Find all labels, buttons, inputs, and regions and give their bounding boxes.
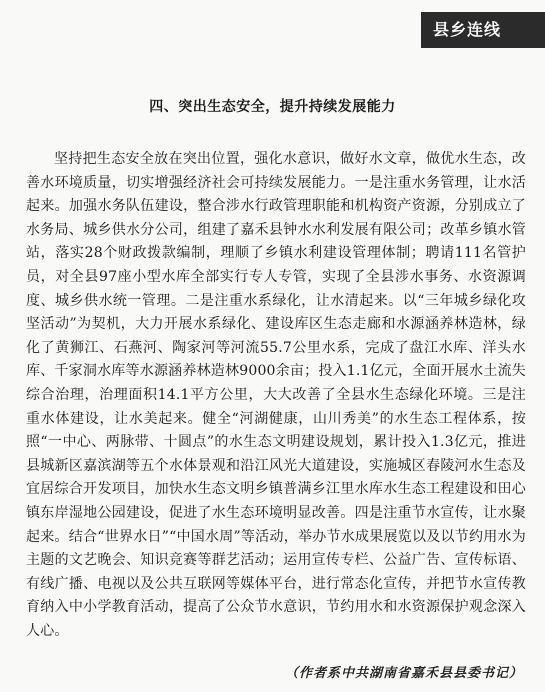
author-note: （作者系中共湖南省嘉禾县县委书记） [284,666,523,681]
article-body: 坚持把生态安全放在突出位置，强化水意识，做好水文章，做优水生态，改善水环境质量，切实增强经济社会可持续发展能力。一是注重水务管理，让水活起来。加强水务队伍建设，整合涉水行政管理职能和机构资产资源，分别成立了水务局、城乡供水分公司，组建了嘉禾县钟水水利发展有限公司；改革乡镇水管站，落实28个财政拨款编制，理顺了乡镇水利建设管理体制；聘请111名管护员，对全县97座小型水库全部实行专人专管，实现了全县涉水事务、水资源调度、城乡供水统一管理。二是注重水系绿化，让水清起来。以“三年城乡绿化攻坚活动”为契机，大力开展水系绿化、建设库区生态走廊和水源涵养林造林，绿化了黄狮江、石燕河、陶家河等河流55.7公里水系，完成了盘江水库、洋头水库、千家洞水库等水源涵养林造林9000余亩；投入1.1亿元，全面开展水土流失综合治理，治理面积14.1平方公里，大大改善了全县水生态绿化环境。三是注重水体建设，让水美起来。健全“河湖健康，山川秀美”的水生态工程体系，按照“一中心、两脉带、十圆点”的水生态文明建设规划，累计投入1.3亿元，推进县城新区嘉滨湖等五个水体景观和沿江风光大道建设，实施城区春陵河水生态及宜居综合开发项目，加快水生态文明乡镇普满乡江里水库水生态工程建设和田心镇东岸湿地公园建设，促进了水生态环境明显改善。四是注重节水宣传，让水聚起来。结合“世界水日”“中国水周”等活动，举办节水成果展览以及以节约用水为主题的文艺晚会、知识竞赛等群艺活动；运用宣传专栏、公益广告、宣传标语、有线广播、电视以及公共互联网等媒体平台，进行常态化宣传，并把节水宣传教育纳入中小学教育活动，提高了公众节水意识，节约用水和水资源保护观念深入人心。 [26,151,526,639]
section-heading: 四、突出生态安全，提升持续发展能力 [149,99,396,115]
column-label: 县乡连线 [421,12,545,48]
